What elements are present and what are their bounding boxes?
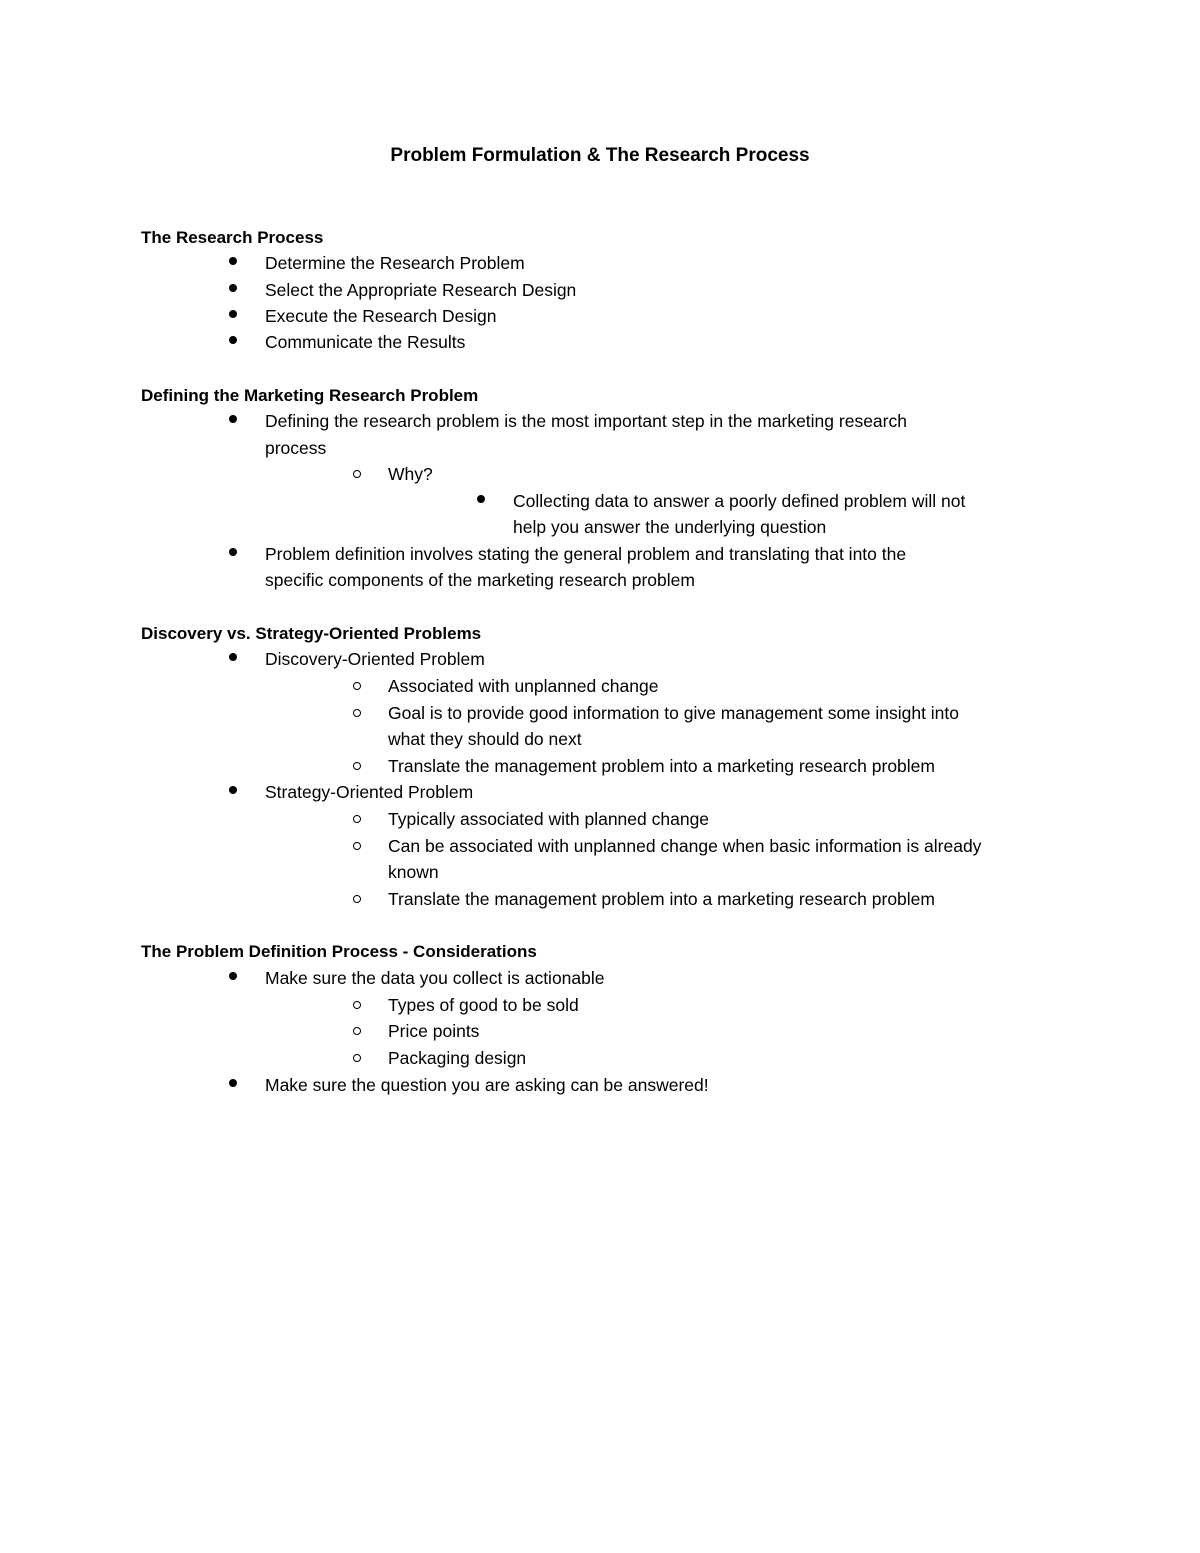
list-item-text: Strategy-Oriented Problem [265, 782, 474, 802]
list-item-text: Associated with unplanned change [388, 676, 659, 696]
bullet-disc-icon [229, 646, 237, 661]
list-item-text-continued: process [265, 438, 327, 458]
list-item-text: Packaging design [388, 1048, 527, 1068]
list-item-text: Execute the Research Design [265, 306, 497, 326]
list-item-text-continued: what they should do next [388, 729, 582, 749]
bullet-circle-icon [353, 806, 361, 823]
list-item-text: Communicate the Results [265, 332, 466, 352]
bullet-disc-icon [229, 541, 237, 556]
list-item-text: Price points [388, 1021, 480, 1041]
bullet-circle-icon [353, 753, 361, 770]
bullet-circle-icon [353, 673, 361, 690]
bullet-disc-icon [229, 779, 237, 794]
list-item-text: Select the Appropriate Research Design [265, 280, 577, 300]
bullet-disc-icon [229, 329, 237, 344]
list-item-text: Determine the Research Problem [265, 253, 525, 273]
list-item-text: Goal is to provide good information to give management some insight into [388, 703, 960, 723]
bullet-disc-icon [477, 488, 485, 503]
list-item-text: Types of good to be sold [388, 995, 579, 1015]
section-heading-research-process: The Research Process [141, 228, 324, 247]
list-item-text: Discovery-Oriented Problem [265, 649, 485, 669]
document-title: Problem Formulation & The Research Process [390, 145, 810, 166]
bullet-disc-icon [229, 303, 237, 318]
list-item-text: Make sure the data you collect is actionable [265, 968, 605, 988]
bullet-disc-icon [229, 965, 237, 980]
list-item-text-continued: known [388, 862, 439, 882]
list-item-text-continued: help you answer the underlying question [513, 517, 827, 537]
bullet-circle-icon [353, 1045, 361, 1062]
list-item-text-continued: specific components of the marketing research problem [265, 570, 695, 590]
section-heading-defining-problem: Defining the Marketing Research Problem [141, 386, 479, 405]
bullet-circle-icon [353, 833, 361, 850]
bullet-circle-icon [353, 886, 361, 903]
list-item-text: Translate the management problem into a marketing research problem [388, 889, 935, 909]
bullet-circle-icon [353, 1018, 361, 1035]
list-item-text: Collecting data to answer a poorly defined problem will not [513, 491, 966, 511]
bullet-disc-icon [229, 277, 237, 292]
section-heading-discovery-vs-strategy: Discovery vs. Strategy-Oriented Problems [141, 624, 482, 643]
bullet-disc-icon [229, 250, 237, 265]
list-item-text: Make sure the question you are asking can be answered! [265, 1075, 709, 1095]
list-item-text: Why? [388, 464, 433, 484]
list-item-text: Can be associated with unplanned change when basic information is already [388, 836, 982, 856]
bullet-circle-icon [353, 461, 361, 478]
list-item-text: Typically associated with planned change [388, 809, 710, 829]
list-item-text: Translate the management problem into a marketing research problem [388, 756, 935, 776]
bullet-disc-icon [229, 1072, 237, 1087]
bullet-disc-icon [229, 408, 237, 423]
bullet-circle-icon [353, 700, 361, 717]
section-heading-problem-definition-process: The Problem Definition Process - Considerations [141, 942, 537, 961]
bullet-circle-icon [353, 992, 361, 1009]
list-item-text: Defining the research problem is the most important step in the marketing research [265, 411, 907, 431]
list-item-text: Problem definition involves stating the general problem and translating that into the [265, 544, 907, 564]
